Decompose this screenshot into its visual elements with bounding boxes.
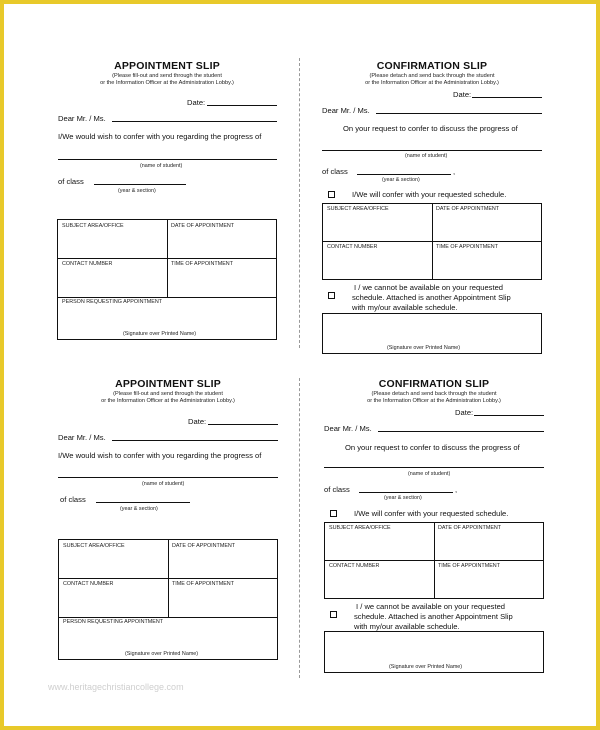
date-label: Date: — [455, 408, 474, 417]
request-text: On your request to confer to discuss the progress of — [345, 443, 520, 452]
option-confer-text: I/We will confer with your requested schedule. — [354, 509, 509, 518]
name-caption: (name of student) — [140, 163, 183, 169]
student-name-field[interactable] — [58, 477, 278, 478]
option-confer-text: I/We will confer with your requested schedule. — [352, 190, 507, 199]
appointment-table — [57, 219, 277, 340]
dear-label: Dear Mr. / Ms. — [58, 433, 106, 442]
year-caption: (year & section) — [384, 495, 422, 501]
name-caption: (name of student) — [142, 481, 185, 487]
recipient-field[interactable] — [378, 431, 544, 432]
cut-line-top — [299, 58, 300, 348]
recipient-field[interactable] — [376, 113, 542, 114]
dear-label: Dear Mr. / Ms. — [322, 106, 370, 115]
slip-instructions: (Please fill-out and send through the student or the Information Officer at the Administration Lobby.) — [101, 391, 235, 404]
date-cell[interactable]: DATE OF APPOINTMENT — [172, 543, 236, 549]
name-caption: (name of student) — [405, 153, 448, 159]
date-label: Date: — [453, 90, 472, 99]
dear-label: Dear Mr. / Ms. — [58, 114, 106, 123]
name-caption: (name of student) — [408, 471, 451, 477]
recipient-field[interactable] — [112, 121, 277, 122]
date-field[interactable] — [208, 424, 278, 425]
date-field[interactable] — [472, 97, 542, 98]
signature-box[interactable] — [324, 631, 544, 673]
date-label: Date: — [187, 98, 206, 107]
option-unavailable-text: I / we cannot be available on your requested schedule. Attached is another Appointment Slip with my/our available schedule. — [352, 283, 511, 312]
time-cell[interactable]: TIME OF APPOINTMENT — [436, 244, 498, 250]
dear-label: Dear Mr. / Ms. — [324, 424, 372, 433]
contact-cell[interactable]: CONTACT NUMBER — [63, 581, 114, 587]
year-caption: (year & section) — [382, 177, 420, 183]
contact-cell[interactable]: CONTACT NUMBER — [62, 261, 113, 267]
slip-instructions: (Please detach and send back through the student or the Information Officer at the Administration Lobby.) — [365, 73, 499, 86]
confer-checkbox[interactable] — [328, 191, 335, 198]
date-field[interactable] — [474, 415, 544, 416]
slip-title: APPOINTMENT SLIP — [114, 60, 220, 72]
confer-text: I/We would wish to confer with you regarding the progress of — [58, 451, 262, 460]
class-label: of class — [322, 167, 348, 176]
request-text: On your request to confer to discuss the progress of — [343, 124, 518, 133]
class-label: of class — [324, 485, 350, 494]
time-cell[interactable]: TIME OF APPOINTMENT — [438, 563, 500, 569]
signature-caption: (Signature over Printed Name) — [125, 651, 199, 657]
signature-box[interactable] — [322, 313, 542, 354]
slip-title: APPOINTMENT SLIP — [115, 378, 221, 390]
person-cell[interactable]: PERSON REQUESTING APPOINTMENT — [62, 299, 163, 305]
date-field[interactable] — [207, 105, 277, 106]
signature-caption: (Signature over Printed Name) — [389, 664, 463, 670]
subject-cell[interactable]: SUBJECT AREA/OFFICE — [329, 525, 391, 531]
slip-instructions: (Please detach and send back through the student or the Information Officer at the Administration Lobby.) — [367, 391, 501, 404]
class-label: of class — [58, 177, 84, 186]
date-cell[interactable]: DATE OF APPOINTMENT — [171, 223, 235, 229]
confirmation-table — [324, 522, 544, 599]
signature-caption: (Signature over Printed Name) — [123, 331, 197, 337]
comma: , — [455, 485, 458, 494]
date-label: Date: — [188, 417, 207, 426]
class-field[interactable] — [94, 184, 186, 185]
confer-text: I/We would wish to confer with you regarding the progress of — [58, 132, 262, 141]
contact-cell[interactable]: CONTACT NUMBER — [329, 563, 380, 569]
time-cell[interactable]: TIME OF APPOINTMENT — [171, 261, 233, 267]
option-unavailable-text: I / we cannot be available on your requested schedule. Attached is another Appointment Slip with my/our available schedule. — [354, 602, 513, 631]
year-caption: (year & section) — [120, 506, 158, 512]
contact-cell[interactable]: CONTACT NUMBER — [327, 244, 378, 250]
person-cell[interactable]: PERSON REQUESTING APPOINTMENT — [63, 619, 164, 625]
slip-title: CONFIRMATION SLIP — [378, 378, 490, 390]
class-field[interactable] — [357, 174, 451, 175]
student-name-field[interactable] — [324, 467, 544, 468]
appointment-table — [58, 539, 278, 660]
subject-cell[interactable]: SUBJECT AREA/OFFICE — [62, 223, 124, 229]
recipient-field[interactable] — [112, 440, 278, 441]
student-name-field[interactable] — [58, 159, 277, 160]
year-caption: (year & section) — [118, 188, 156, 194]
watermark: www.heritagechristiancollege.com — [48, 682, 184, 692]
slip-title: CONFIRMATION SLIP — [376, 60, 488, 72]
class-field[interactable] — [359, 492, 453, 493]
unavailable-checkbox[interactable] — [328, 292, 335, 299]
confer-checkbox[interactable] — [330, 510, 337, 517]
student-name-field[interactable] — [322, 150, 542, 151]
date-cell[interactable]: DATE OF APPOINTMENT — [438, 525, 502, 531]
confirmation-table — [322, 203, 542, 280]
class-field[interactable] — [96, 502, 190, 503]
subject-cell[interactable]: SUBJECT AREA/OFFICE — [63, 543, 125, 549]
date-cell[interactable]: DATE OF APPOINTMENT — [436, 206, 500, 212]
slip-instructions: (Please fill-out and send through the student or the Information Officer at the Administration Lobby.) — [100, 73, 234, 86]
subject-cell[interactable]: SUBJECT AREA/OFFICE — [327, 206, 389, 212]
cut-line-bottom — [299, 378, 300, 678]
comma: , — [453, 167, 456, 176]
class-label: of class — [60, 495, 86, 504]
signature-caption: (Signature over Printed Name) — [387, 345, 461, 351]
time-cell[interactable]: TIME OF APPOINTMENT — [172, 581, 234, 587]
unavailable-checkbox[interactable] — [330, 611, 337, 618]
